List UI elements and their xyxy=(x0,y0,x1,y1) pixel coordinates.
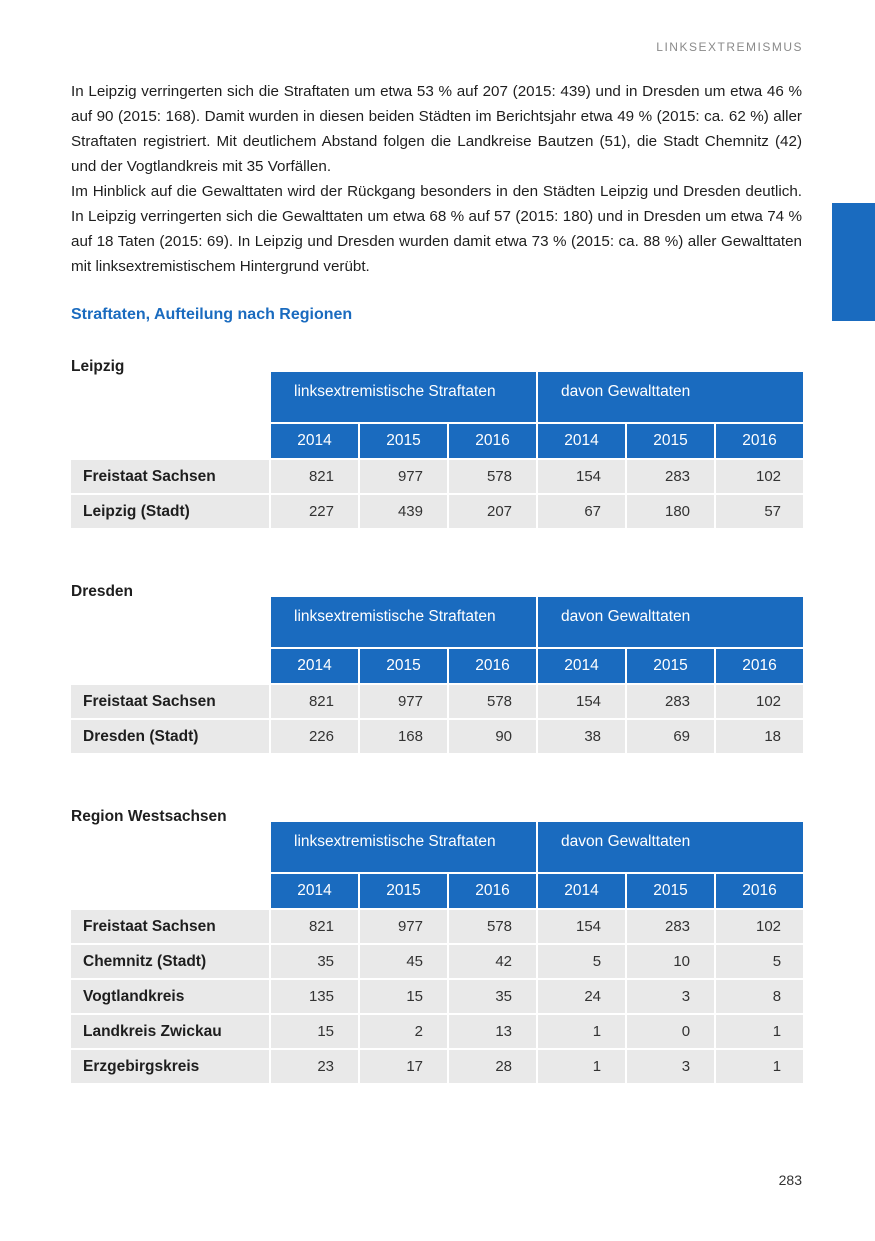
value-cell: 38 xyxy=(538,718,625,753)
value-cell: 13 xyxy=(449,1013,536,1048)
value-cell: 42 xyxy=(449,943,536,978)
value-cell: 227 xyxy=(271,493,358,528)
paragraph: Im Hinblick auf die Gewalttaten wird der Rückgang besonders in den Städten Leipzig und Dresden deutlich. In Leipzig verringerten sich die Gewalttaten um etwa 68 % auf 57 (2015: 180) und in Dresden um etwa 74 % auf 18 Taten (2015: 69). In Leipzig und Dresden wurden damit etwa 73 % (2015: ca. 88 %) aller Gewalttaten mit linksextremistischem Hintergrund verübt. xyxy=(71,183,802,275)
value-cell: 283 xyxy=(627,683,714,718)
region-table xyxy=(69,822,805,1083)
value-cell: 102 xyxy=(716,908,803,943)
region-table xyxy=(69,372,805,528)
value-cell: 283 xyxy=(627,908,714,943)
value-cell: 23 xyxy=(271,1048,358,1083)
value-cell: 17 xyxy=(360,1048,447,1083)
value-cell: 977 xyxy=(360,683,447,718)
chapter-side-tab xyxy=(832,203,875,321)
value-cell: 90 xyxy=(449,718,536,753)
value-cell: 102 xyxy=(716,458,803,493)
header-blank-cell xyxy=(71,422,269,458)
value-cell: 821 xyxy=(271,683,358,718)
value-cell: 1 xyxy=(716,1013,803,1048)
year-header: 2015 xyxy=(627,647,714,683)
row-label: Freistaat Sachsen xyxy=(71,683,269,718)
running-head: LINKSEXTREMISMUS xyxy=(656,40,803,54)
value-cell: 168 xyxy=(360,718,447,753)
page-number: 283 xyxy=(778,1172,802,1188)
value-cell: 8 xyxy=(716,978,803,1013)
value-cell: 283 xyxy=(627,458,714,493)
value-cell: 1 xyxy=(538,1013,625,1048)
value-cell: 3 xyxy=(627,978,714,1013)
section-heading: Straftaten, Aufteilung nach Regionen xyxy=(71,306,353,323)
value-cell: 3 xyxy=(627,1048,714,1083)
row-label: Leipzig (Stadt) xyxy=(71,493,269,528)
value-cell: 154 xyxy=(538,458,625,493)
year-header: 2016 xyxy=(449,422,536,458)
year-header: 2014 xyxy=(538,872,625,908)
value-cell: 67 xyxy=(538,493,625,528)
header-blank-cell xyxy=(71,872,269,908)
value-cell: 0 xyxy=(627,1013,714,1048)
value-cell: 439 xyxy=(360,493,447,528)
year-header: 2015 xyxy=(360,422,447,458)
year-header: 2016 xyxy=(716,647,803,683)
value-cell: 578 xyxy=(449,908,536,943)
value-cell: 102 xyxy=(716,683,803,718)
row-label: Vogtlandkreis xyxy=(71,978,269,1013)
value-cell: 2 xyxy=(360,1013,447,1048)
row-label: Freistaat Sachsen xyxy=(71,458,269,493)
table-row xyxy=(71,493,803,528)
table-row xyxy=(71,458,803,493)
value-cell: 57 xyxy=(716,493,803,528)
year-header: 2014 xyxy=(538,647,625,683)
value-cell: 821 xyxy=(271,458,358,493)
year-header: 2015 xyxy=(360,647,447,683)
year-header: 2016 xyxy=(716,422,803,458)
value-cell: 45 xyxy=(360,943,447,978)
table-row xyxy=(71,1048,803,1083)
value-cell: 135 xyxy=(271,978,358,1013)
table-row xyxy=(71,908,803,943)
year-header: 2015 xyxy=(360,872,447,908)
value-cell: 226 xyxy=(271,718,358,753)
header-straftaten: linksextremistische Straftaten xyxy=(271,597,536,647)
header-straftaten: linksextremistische Straftaten xyxy=(271,372,536,422)
value-cell: 24 xyxy=(538,978,625,1013)
value-cell: 35 xyxy=(271,943,358,978)
year-header: 2016 xyxy=(449,872,536,908)
table-row xyxy=(71,1013,803,1048)
header-blank-cell xyxy=(71,372,269,422)
value-cell: 977 xyxy=(360,458,447,493)
year-header: 2014 xyxy=(271,422,358,458)
region-title: Region Westsachsen xyxy=(71,808,227,825)
body-text xyxy=(71,79,802,279)
year-header: 2016 xyxy=(449,647,536,683)
value-cell: 10 xyxy=(627,943,714,978)
value-cell: 578 xyxy=(449,458,536,493)
year-header: 2014 xyxy=(271,872,358,908)
table-row xyxy=(71,683,803,718)
value-cell: 1 xyxy=(716,1048,803,1083)
row-label: Erzgebirgskreis xyxy=(71,1048,269,1083)
region-block xyxy=(71,581,802,753)
row-label: Chemnitz (Stadt) xyxy=(71,943,269,978)
row-label: Landkreis Zwickau xyxy=(71,1013,269,1048)
value-cell: 154 xyxy=(538,683,625,718)
value-cell: 15 xyxy=(360,978,447,1013)
value-cell: 69 xyxy=(627,718,714,753)
year-header: 2015 xyxy=(627,422,714,458)
value-cell: 1 xyxy=(538,1048,625,1083)
row-label: Dresden (Stadt) xyxy=(71,718,269,753)
region-title: Dresden xyxy=(71,583,134,600)
header-gewalttaten: davon Gewalttaten xyxy=(538,822,803,872)
row-label: Freistaat Sachsen xyxy=(71,908,269,943)
header-blank-cell xyxy=(71,647,269,683)
year-header: 2016 xyxy=(716,872,803,908)
table-row xyxy=(71,943,803,978)
year-header: 2014 xyxy=(271,647,358,683)
paragraph: In Leipzig verringerten sich die Straftaten um etwa 53 % auf 207 (2015: 439) und in Dresden um etwa 46 % auf 90 (2015: 168). Damit wurden in diesen beiden Städten im Berichtsjahr etwa 49 % (2015: ca. 62 %) aller Straftaten registriert. Mit deutlichem Abstand folgen die Landkreise Bautzen (51), die Stadt Chemnitz (42) und der Vogtlandkreis mit 35 Vorfällen. xyxy=(71,83,802,175)
header-straftaten: linksextremistische Straftaten xyxy=(271,822,536,872)
table-row xyxy=(71,718,803,753)
region-title: Leipzig xyxy=(71,358,125,375)
header-blank-cell xyxy=(71,822,269,872)
value-cell: 180 xyxy=(627,493,714,528)
value-cell: 18 xyxy=(716,718,803,753)
header-gewalttaten: davon Gewalttaten xyxy=(538,597,803,647)
region-table xyxy=(69,597,805,753)
value-cell: 207 xyxy=(449,493,536,528)
value-cell: 578 xyxy=(449,683,536,718)
year-header: 2015 xyxy=(627,872,714,908)
header-blank-cell xyxy=(71,597,269,647)
header-gewalttaten: davon Gewalttaten xyxy=(538,372,803,422)
table-row xyxy=(71,978,803,1013)
region-block xyxy=(71,806,802,1083)
value-cell: 5 xyxy=(716,943,803,978)
year-header: 2014 xyxy=(538,422,625,458)
value-cell: 5 xyxy=(538,943,625,978)
value-cell: 821 xyxy=(271,908,358,943)
value-cell: 154 xyxy=(538,908,625,943)
value-cell: 35 xyxy=(449,978,536,1013)
value-cell: 977 xyxy=(360,908,447,943)
value-cell: 28 xyxy=(449,1048,536,1083)
region-block xyxy=(71,356,802,528)
value-cell: 15 xyxy=(271,1013,358,1048)
